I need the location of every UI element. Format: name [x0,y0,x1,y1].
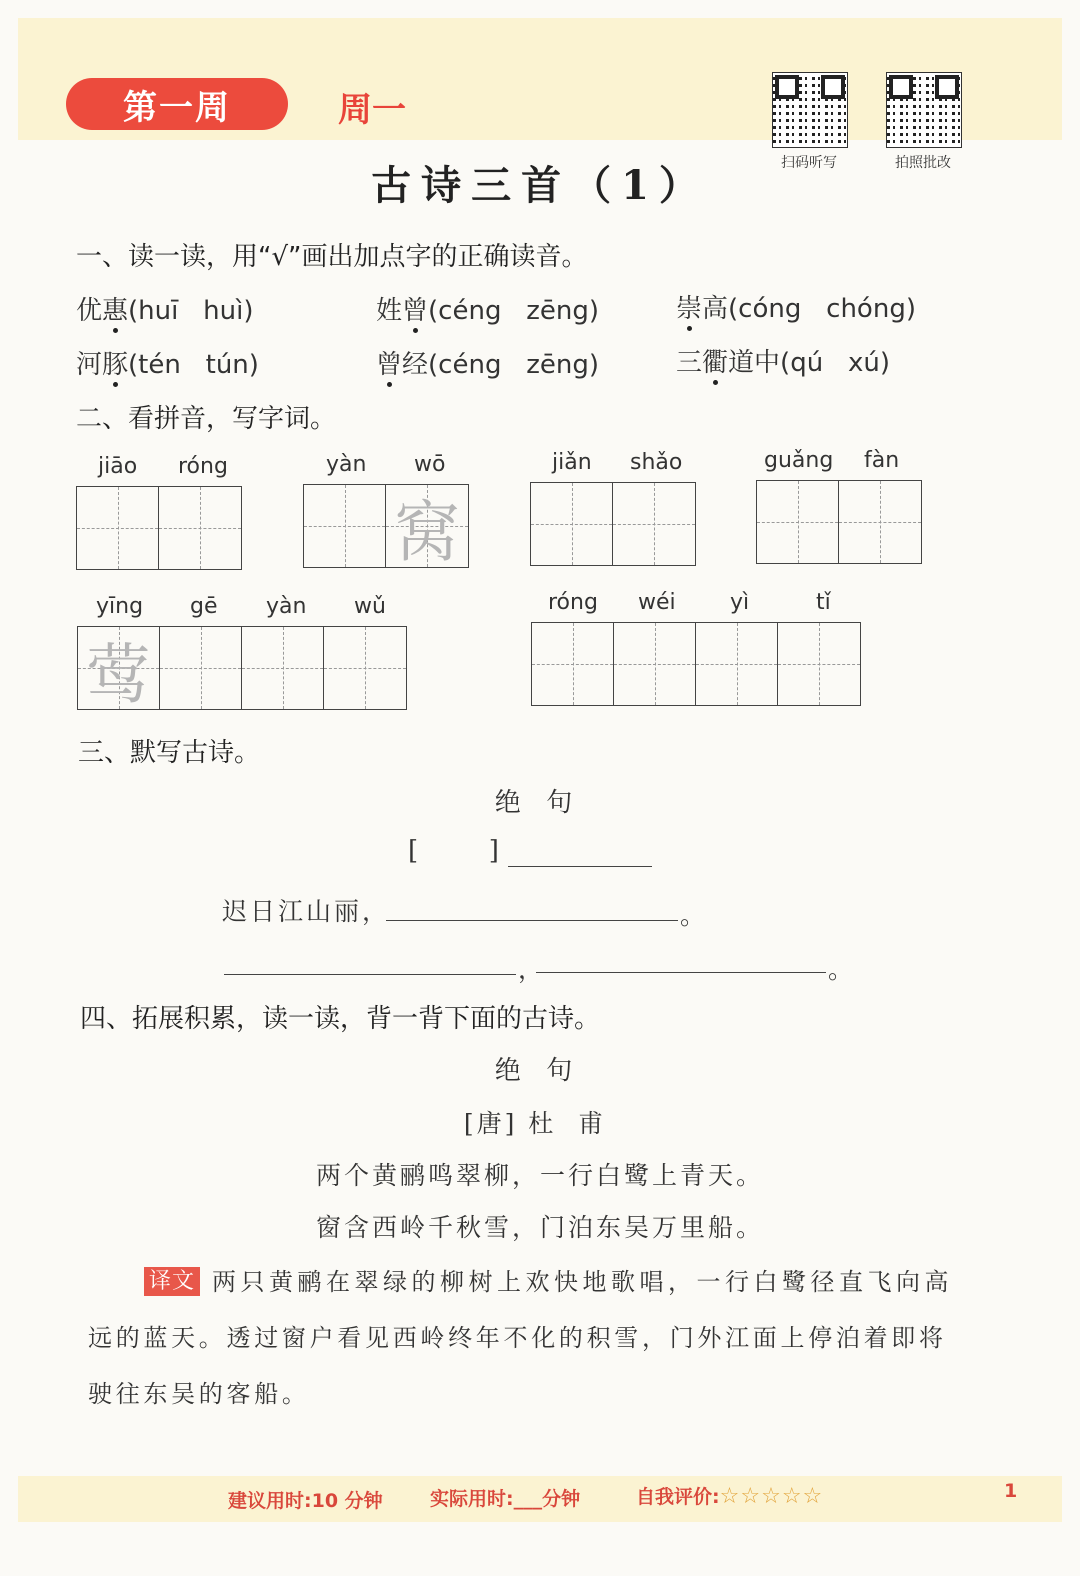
reading-item: 优惠(huī huì) [76,290,253,327]
writing-grid [303,484,469,571]
poem-line2-blank-a[interactable] [224,974,516,975]
writing-cell[interactable] [531,483,613,565]
pinyin-label: gē [190,594,218,619]
reading-poem-title: 绝 句 [494,1056,576,1086]
poem-line2-blank-b[interactable] [536,972,826,973]
author-bracket: [ ] [408,836,502,866]
pinyin-label: róng [548,590,598,615]
star-icon[interactable]: ☆ [802,1484,823,1509]
poem-line1-period: 。 [680,901,709,930]
writing-cell[interactable] [160,627,242,709]
translation-line: 远的蓝天。透过窗户看见西岭终年不化的积雪，门外江面上停泊着即将 [88,1324,947,1352]
reading-item: 河豚(tén tún) [76,344,259,381]
pinyin-label: jiāo [98,454,138,479]
author-blank[interactable] [508,866,652,867]
writing-grid [77,626,407,713]
pinyin-label: wǔ [354,594,386,619]
writing-cell[interactable] [839,481,921,563]
day-label: 周一 [338,90,406,130]
week-badge: 第一周 [66,78,288,130]
writing-cell[interactable]: 莺 [78,627,160,709]
star-icon[interactable]: ☆ [781,1484,802,1509]
poem-line: 两个黄鹂鸣翠柳，一行白鹭上青天。 [315,1161,764,1190]
writing-cell[interactable] [77,487,159,569]
qr-code-listen[interactable] [772,72,848,148]
poem-line2-comma: ， [518,955,547,984]
pinyin-label: shǎo [630,450,683,475]
writing-cell[interactable]: 窝 [386,485,468,567]
translation-line: 两只黄鹂在翠绿的柳树上欢快地歌唱，一行白鹭径直飞向高 [212,1268,953,1296]
poem-line2-period: 。 [828,955,857,984]
pinyin-label: fàn [864,448,900,473]
pinyin-label: róng [178,454,228,479]
poem-line1-blank[interactable] [386,920,678,921]
reading-item: 曾经(céng zēng) [376,344,599,381]
translation-line: 驶往东吴的客船。 [88,1380,310,1408]
writing-cell[interactable] [757,481,839,563]
pinyin-label: wō [414,452,446,477]
qr-caption-listen: 扫码听写 [781,155,837,171]
qr-caption-grade: 拍照批改 [895,155,951,171]
writing-grid [756,480,922,564]
writing-cell[interactable] [778,623,860,705]
section4-heading: 四、拓展积累，读一读，背一背下面的古诗。 [80,1004,601,1034]
actual-time: 实际用时:___分钟 [430,1488,581,1510]
reading-item: 姓曾(céng zēng) [376,290,599,327]
pinyin-label: wéi [638,590,676,615]
poem-author: [唐] 杜 甫 [463,1109,607,1138]
pinyin-label: yàn [326,452,367,477]
self-evaluation [636,1482,823,1509]
pinyin-label: yīng [96,594,144,619]
poem-line1-prefix: 迟日江山丽， [222,897,391,926]
poem-line: 窗含西岭千秋雪，门泊东吴万里船。 [315,1213,764,1242]
self-evaluation-label: 自我评价: [636,1486,720,1508]
reading-item: 崇高(cóng chóng) [676,288,916,325]
page-number: 1 [1004,1480,1018,1502]
dictation-poem-title: 绝 句 [494,788,576,818]
pinyin-label: guǎng [764,448,834,473]
writing-grid [76,486,242,570]
star-icon[interactable]: ☆ [719,1484,740,1509]
suggested-time: 建议用时:10 分钟 [228,1490,383,1512]
star-icon[interactable]: ☆ [761,1484,781,1509]
pinyin-label: yàn [266,594,307,619]
writing-cell[interactable] [304,485,386,567]
writing-cell[interactable] [613,483,695,565]
reading-item: 三衢道中(qú xú) [676,342,890,379]
writing-cell[interactable] [532,623,614,705]
pinyin-label: yì [730,590,750,615]
star-icon[interactable]: ☆ [740,1484,761,1509]
section1-heading: 一、读一读，用“√”画出加点字的正确读音。 [76,242,588,272]
writing-cell[interactable] [242,627,324,709]
writing-grid [530,482,696,566]
writing-cell[interactable] [324,627,406,709]
page-title: 古诗三首（1） [371,162,709,209]
writing-cell[interactable] [696,623,778,705]
section2-heading: 二、看拼音，写字词。 [76,404,337,434]
pinyin-label: tǐ [816,590,831,615]
section3-heading: 三、默写古诗。 [78,738,261,768]
translation-tag: 译文 [144,1264,200,1295]
writing-grid [531,622,861,706]
writing-cell[interactable] [159,487,241,569]
writing-cell[interactable] [614,623,696,705]
pinyin-label: jiǎn [552,450,592,475]
qr-code-grade[interactable] [886,72,962,148]
